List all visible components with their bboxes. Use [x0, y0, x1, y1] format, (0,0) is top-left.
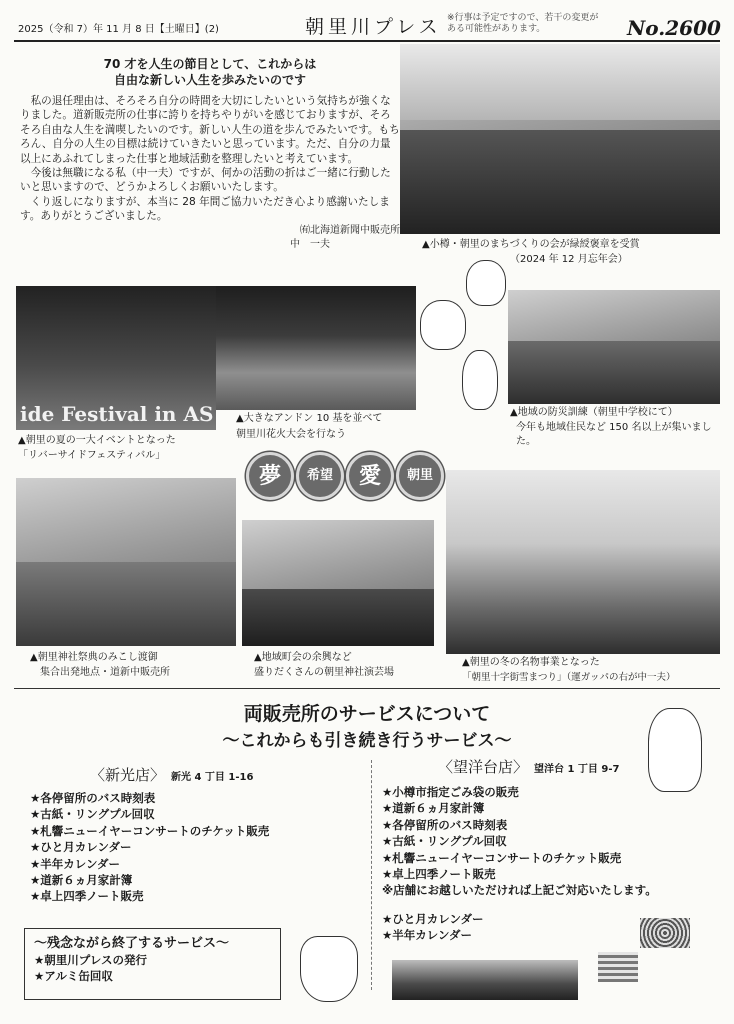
shrine-stage-photo — [242, 520, 434, 646]
letter-heading-line1: 70 才を人生の節目として、これからは — [103, 57, 317, 71]
letter-paragraph: 今後は無職になる私（中一夫）ですが、何かの活動の折はご一緒に行動したいと思いますので、どうかよろしくお願いいたします。 — [20, 167, 391, 194]
list-item: ★ひと月カレンダー — [30, 840, 132, 855]
mascot-illustration — [466, 260, 506, 306]
list-item: ★道新６ヵ月家計簿 — [382, 801, 485, 816]
list-item: ★卓上四季ノート販売 — [30, 889, 144, 904]
award-caption-date: （2024 年 12 月忘年会） — [510, 254, 628, 265]
list-item: ★小樽市指定ごみ袋の販売 — [382, 785, 519, 799]
list-item: ★朝里川プレスの発行 — [34, 953, 148, 967]
services-subtitle: 〜これからも引き続き行うサービス〜 — [222, 731, 512, 751]
list-item: ★ひと月カレンダー — [382, 912, 484, 926]
boyodai-extra-list — [382, 911, 484, 944]
winter-caption: ▲朝里の冬の名物事業となった — [462, 657, 600, 668]
snow-festival-photo — [446, 470, 720, 654]
mascot-illustration — [462, 350, 498, 410]
shinko-store-header — [90, 764, 253, 785]
list-item: ※店舗にお越しいただければ上記ご対応いたします。 — [382, 883, 657, 898]
issue-number: No.2600 — [627, 16, 721, 40]
boyodai-store-name: 〈望洋台店〉 — [438, 758, 529, 776]
riverside-festival-photo — [16, 286, 216, 430]
list-item: ★各停留所のバス時刻表 — [30, 791, 156, 805]
festival-caption-name: 「リバーサイドフェスティバル」 — [18, 450, 166, 461]
list-item: ★札響ニューイヤーコンサートのチケット販売 — [30, 823, 270, 838]
letter-heading-line2: 自由な新しい人生を歩みたいのです — [113, 73, 306, 87]
shinko-store-name: 〈新光店〉 — [90, 766, 166, 784]
fireworks-caption: ▲大きなアンドン 10 基を並べて — [236, 413, 383, 424]
award-caption: ▲小樽・朝里のまちづくりの会が緑綬褒章を受賞 — [422, 239, 640, 250]
list-item: ★半年カレンダー — [30, 856, 121, 871]
list-item: ★古紙・リングプル回収 — [382, 834, 507, 849]
dream-emblem: 夢 — [246, 452, 294, 500]
fireworks-caption-detail: 朝里川花火大会を行なう — [236, 429, 346, 440]
boyodai-store-header — [438, 756, 619, 777]
newspaper-bundle-picture — [598, 952, 638, 982]
list-item: ★道新６ヵ月家計簿 — [30, 873, 133, 888]
festival-caption: ▲朝里の夏の一大イベントとなった — [18, 435, 176, 446]
boyodai-store-address: 望洋台 1 丁目 9-7 — [534, 764, 620, 775]
list-item: ★古紙・リングプル回収 — [30, 807, 155, 822]
letter-paragraph: 私の退任理由は、そろそろ自分の時間を大切にしたいという気持ちが強くなりました。道新販売所の仕事に誇りを持ちやりがいを感じておりますが、そろそろ自由な人生を満喫したいのです。新しい人生の道を歩んでみたいです。もちろん、自分の人生の目標は続けていきたいと思っています。ただ、自分の力量以上にあふれてしまった仕事と地域活動を整理したいと考えています。 — [20, 95, 400, 165]
boyodai-service-list — [382, 784, 712, 899]
drill-caption-detail: 今年も地域住民など 150 名以上が集いました。 — [516, 422, 712, 447]
services-title: 両販売所のサービスについて — [243, 703, 491, 725]
shrine-caption: ▲朝里神社祭典のみこし渡御 — [30, 652, 158, 663]
mascot-illustration — [420, 300, 466, 350]
list-item: ★アルミ缶回収 — [34, 969, 113, 984]
disaster-drill-photo — [508, 290, 720, 404]
issue-date: 2025（令和 7）年 11 月 8 日【土曜日】(2) — [18, 24, 219, 35]
header-rule — [14, 40, 720, 42]
list-item: ★半年カレンダー — [382, 928, 473, 943]
column-divider — [371, 760, 372, 990]
love-emblem: 愛 — [346, 452, 394, 500]
pull-tab-picture — [640, 918, 690, 948]
letter-signature-org: ㈲北海道新聞中販売所 — [300, 224, 400, 236]
store-mascot-illustration — [648, 708, 702, 792]
newspaper-title: 朝里川プレス — [305, 16, 442, 38]
winter-caption-detail: 「朝里十字街雪まつり」（運ガッパの右が中一夫） — [462, 672, 676, 683]
letter-heading — [20, 56, 400, 88]
letter-paragraph: くり返しになりますが、本当に 28 年間ご協力いただき心より感謝いたします。ありがとうございました。 — [20, 195, 390, 223]
letter-signature-name: 中 一夫 — [290, 238, 330, 250]
farewell-mascot-illustration — [300, 936, 358, 1002]
hope-emblem: 希望 — [296, 452, 344, 500]
drill-caption: ▲地域の防災訓練（朝里中学校にて） — [510, 407, 678, 418]
shrine-caption-detail: 集合出発地点・道新中販売所 — [40, 667, 170, 678]
list-item: ★札響ニューイヤーコンサートのチケット販売 — [382, 850, 622, 865]
stage-caption: ▲地域町会の余興など — [254, 652, 352, 663]
orchestra-picture — [392, 960, 578, 1000]
lantern-fireworks-photo — [216, 286, 416, 410]
list-item: ★卓上四季ノート販売 — [382, 867, 496, 882]
letter-body — [20, 94, 400, 252]
shinko-service-list — [30, 790, 269, 905]
schedule-note: ※行事は予定ですので、若干の変更がある可能性があります。 — [447, 13, 599, 34]
festival-banner: ide Festival in AS — [20, 402, 214, 426]
award-party-photo — [400, 44, 720, 234]
stage-caption-detail: 盛りだくさんの朝里神社演芸場 — [254, 667, 394, 678]
list-item: ★各停留所のバス時刻表 — [382, 817, 508, 832]
shinko-store-address: 新光 4 丁目 1-16 — [171, 772, 254, 783]
asari-emblem: 朝里 — [396, 452, 444, 500]
ending-services-title: 〜残念ながら終了するサービス〜 — [34, 936, 230, 951]
shrine-procession-photo — [16, 478, 236, 646]
ending-service-list — [34, 952, 147, 985]
